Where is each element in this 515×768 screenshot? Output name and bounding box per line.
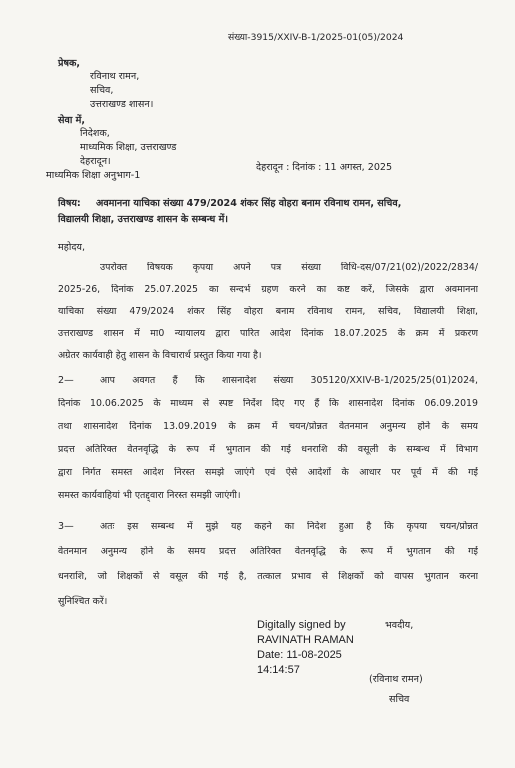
para1-line: 2025-26, दिनांक 25.07.2025 का सन्दर्भ ग्रहण करने का कष्ट करें, जिसके द्वारा अवमानना (58, 284, 478, 295)
para2-line: आप अवगत हैं कि शासनादेश संख्या 305120/XXIV-B-1/2025/25(01)2024, (100, 375, 478, 386)
sender-label: प्रेषक, (58, 58, 81, 69)
para3-line: सुनिश्चित करें। (58, 596, 108, 607)
digital-signature-block (257, 618, 354, 678)
para1-line: उत्तराखण्ड शासन में मा0 न्यायालय द्वारा पारित आदेश दिनांक 18.07.2025 के क्रम में प्रकरण (58, 328, 478, 339)
subject-line-1: अवमानना याचिका संख्या 479/2024 शंकर सिंह वोहरा बनाम रविनाथ रामन, सचिव, (96, 198, 402, 209)
para1-line: याचिका संख्या 479/2024 शंकर सिंह वोहरा बनाम रविनाथ रामन, सचिव, विद्यालयी शिक्षा, (58, 306, 478, 317)
digital-signature-time: 14:14:57 (257, 664, 300, 676)
para2-line: प्रदत्त अतिरिक्त वेतनवृद्धि के रूप में भुगतान की गई धनराशि की वसूली के सम्बन्ध में विभाग (58, 444, 478, 455)
subject-line-2: विद्यालयी शिक्षा, उत्तराखण्ड शासन के सम्बन्ध में। (58, 214, 228, 225)
para2-line: समस्त कार्यवाहियां भी एतद्द्वारा निरस्त समझी जाएंगी। (58, 490, 241, 501)
recipient-department: माध्यमिक शिक्षा, उत्तराखण्ड (80, 142, 177, 153)
digital-signature-name: RAVINATH RAMAN (257, 634, 354, 646)
para3-line: धनराशि, जो शिक्षकों से वसूल की गई है, तत्काल प्रभाव से शिक्षकों को वापस भुगतान करना (58, 571, 478, 582)
closing: भवदीय, (385, 620, 414, 631)
para2-line: तथा शासनादेश दिनांक 13.09.2019 के क्रम में चयन/प्रोन्नत वेतनमान अनुमन्य होने के समय (58, 421, 478, 432)
reference-number: संख्या-3915/XXIV-B-1/2025-01(05)/2024 (228, 32, 404, 43)
place-date: देहरादून : दिनांक : 11 अगस्त, 2025 (256, 162, 393, 173)
para3-line: वेतनमान अनुमन्य होने के समय प्रदत्त अतिरिक्त वेतनवृद्धि के रूप में भुगतान की गई (58, 546, 478, 557)
sender-designation: सचिव, (90, 85, 114, 96)
para3-number: 3— (58, 521, 74, 532)
para2-line: द्वारा निर्गत समस्त आदेश निरस्त समझे जाएंगे एवं ऐसे आदेशों के आधार पर पूर्व में की गई (58, 467, 478, 478)
para1-line: अग्रेतर कार्यवाही हेतु शासन के विचारार्थ प्रस्तुत किया गया है। (58, 350, 262, 361)
para2-line: दिनांक 10.06.2025 के माध्यम से स्पष्ट निर्देश दिए गए हैं कि शासनादेश दिनांक 06.09.2019 (58, 398, 478, 409)
sender-name: रविनाथ रामन, (90, 71, 140, 82)
signatory-designation: सचिव (389, 694, 410, 705)
digital-signature-line: Digitally signed by (257, 619, 346, 631)
recipient-city: देहरादून। (80, 156, 111, 167)
section-name: माध्यमिक शिक्षा अनुभाग-1 (46, 170, 141, 181)
signatory-name: (रविनाथ रामन) (369, 674, 423, 685)
para3-line: अतः इस सम्बन्ध में मुझे यह कहने का निदेश हुआ है कि कृपया चयन/प्रोन्नत (100, 521, 478, 532)
salutation: महोदय, (58, 242, 86, 253)
para1-line: उपरोक्त विषयक कृपया अपने पत्र संख्या विधि-दस/07/21(02)/2022/2834/ (100, 262, 478, 273)
recipient-label: सेवा में, (58, 115, 86, 126)
subject-label: विषय: (58, 198, 81, 209)
sender-office: उत्तराखण्ड शासन। (90, 99, 154, 110)
recipient-designation: निदेशक, (80, 128, 110, 139)
para2-number: 2— (58, 375, 74, 386)
digital-signature-date: Date: 11-08-2025 (257, 649, 342, 661)
